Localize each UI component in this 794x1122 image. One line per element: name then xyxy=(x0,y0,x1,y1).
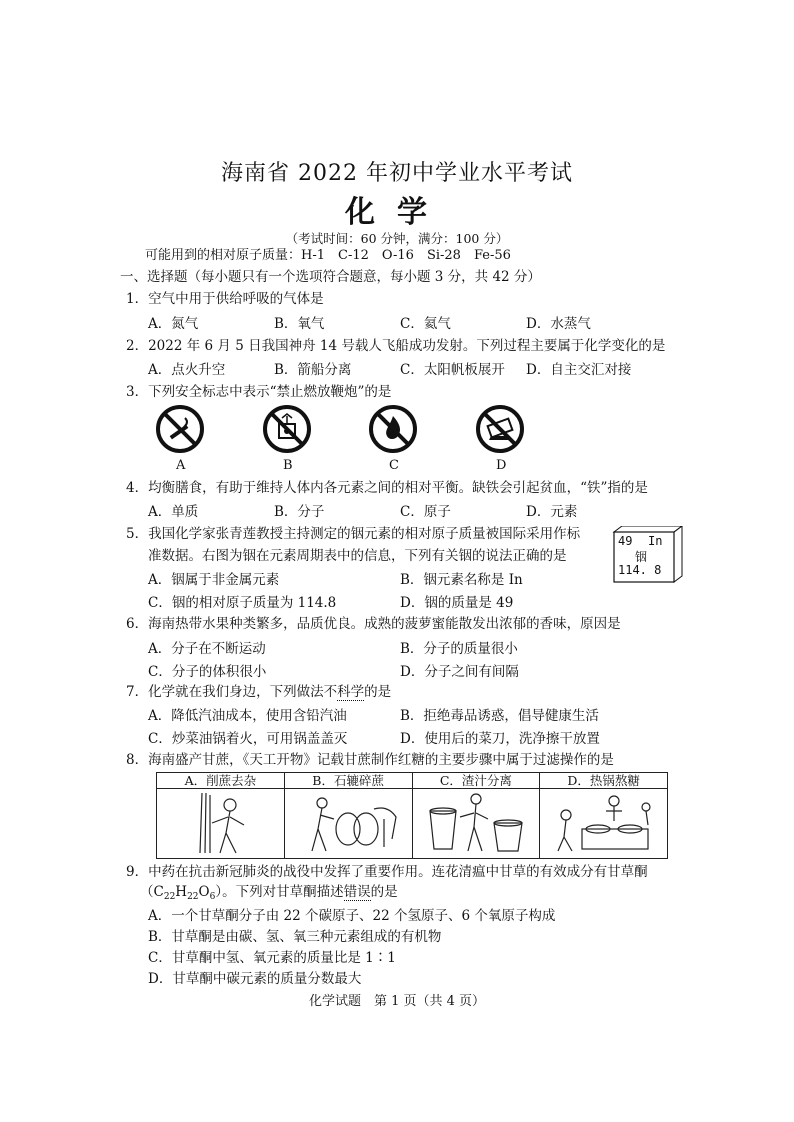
section-heading: 一、选择题（每小题只有一个选项符合题意，每小题 3 分，共 42 分） xyxy=(120,269,541,285)
exam-title: 海南省 2022 年初中学业水平考试 xyxy=(221,161,573,186)
q9-formula-h-count: 22 xyxy=(187,892,199,902)
q6-option-d: D．分子之间有间隔 xyxy=(400,664,519,680)
q5-option-c: C．铟的相对原子质量为 114.8 xyxy=(148,595,337,611)
q3-option-a: A xyxy=(176,458,186,473)
q5-stem-line1: 5．我国化学家张青莲教授主持测定的铟元素的相对原子质量被国际采用作标 xyxy=(126,526,581,542)
q1-stem: 1．空气中用于供给呼吸的气体是 xyxy=(126,291,324,307)
no-open-flame-sign-icon xyxy=(368,404,418,454)
q7-stem xyxy=(126,682,391,702)
q9-option-d: D．甘草酮中碳元素的质量分数最大 xyxy=(148,971,362,987)
q9-formula-open: （C xyxy=(140,884,164,900)
q9-formula-h: H xyxy=(175,884,188,900)
q3-option-d: D xyxy=(496,458,507,473)
q8-cell-a xyxy=(157,773,285,859)
q2-option-a: A．点火升空 xyxy=(148,362,226,378)
q5-option-b: B．铟元素名称是 In xyxy=(400,572,523,588)
q8-option-b: B．石辘碎蔗 xyxy=(285,773,412,789)
q1-option-a: A．氮气 xyxy=(148,316,199,332)
q8-option-d: D．热锅熬糖 xyxy=(540,773,667,789)
page-footer: 化学试题 第 1 页（共 4 页） xyxy=(308,994,486,1009)
q4-stem: 4．均衡膳食，有助于维持人体内各元素之间的相对平衡。缺铁会引起贫血，“铁”指的是 xyxy=(126,480,648,496)
q5-option-a: A．铟属于非金属元素 xyxy=(148,572,280,588)
boiling-sugar-illustration-icon xyxy=(544,789,664,855)
q1-option-d: D．水蒸气 xyxy=(526,316,591,332)
q7-stem-emphasis: 科学 xyxy=(337,684,365,700)
cane-peeling-illustration-icon xyxy=(160,789,280,855)
q7-option-a: A．降低汽油成本，使用含铅汽油 xyxy=(148,708,347,724)
q8-cell-c xyxy=(412,773,540,859)
exam-info: （考试时间：60 分钟，满分：100 分） xyxy=(285,231,509,246)
q4-option-c: C．原子 xyxy=(400,504,451,520)
q8-stem: 8．海南盛产甘蔗，《天工开物》记载甘蔗制作红糖的主要步骤中属于过滤操作的是 xyxy=(126,752,614,768)
q9-option-a: A．一个甘草酮分子由 22 个碳原子、22 个氢原子、6 个氧原子构成 xyxy=(148,908,556,924)
q3-option-b: B xyxy=(283,458,293,473)
q8-cell-b xyxy=(284,773,412,859)
q5-stem-line2: 准数据。右图为铟在元素周期表中的信息，下列有关铟的说法正确的是 xyxy=(148,548,567,564)
q6-option-a: A．分子在不断运动 xyxy=(148,641,266,657)
element-mass: 114. 8 xyxy=(618,563,662,577)
q7-option-b: B．拒绝毒品诱惑，倡导健康生活 xyxy=(400,708,599,724)
q8-option-a: A．削蔗去杂 xyxy=(157,773,284,789)
q9-stem-post: 的是 xyxy=(370,884,398,900)
subject-title: 化学 xyxy=(345,195,449,230)
q9-stem-line1: 9．中药在抗击新冠肺炎的战役中发挥了重要作用。连花清瘟中甘草的有效成分有甘草酮 xyxy=(126,864,648,880)
atomic-masses: 可能用到的相对原子质量：H-1 C-12 O-16 Si-28 Fe-56 xyxy=(145,248,511,263)
q9-option-b: B．甘草酮是由碳、氢、氧三种元素组成的有机物 xyxy=(148,929,442,945)
q2-option-b: B．箭船分离 xyxy=(274,362,352,378)
element-symbol: In xyxy=(648,534,663,548)
q7-option-c: C．炒菜油锅着火，可用锅盖盖灭 xyxy=(148,731,348,747)
q5-option-d: D．铟的质量是 49 xyxy=(400,595,514,611)
stone-roller-illustration-icon xyxy=(288,789,408,855)
juice-separation-illustration-icon xyxy=(416,789,536,855)
element-number: 49 xyxy=(618,534,633,548)
q4-option-a: A．单质 xyxy=(148,504,199,520)
q6-stem: 6．海南热带水果种类繁多，品质优良。成熟的菠萝蜜能散发出浓郁的香味，原因是 xyxy=(126,616,621,632)
no-fireworks-sign-icon xyxy=(262,404,312,454)
q2-stem: 2．2022 年 6 月 5 日我国神舟 14 号载人飞船成功发射。下列过程主要属于化学变化的是 xyxy=(126,338,666,354)
q6-option-c: C．分子的体积很小 xyxy=(148,664,267,680)
q9-option-c: C．甘草酮中氢、氧元素的质量比是 1∶1 xyxy=(148,950,396,966)
element-name: 铟 xyxy=(635,550,648,564)
q9-formula-o-count: 6 xyxy=(209,892,216,902)
q2-option-d: D．自主交汇对接 xyxy=(526,362,632,378)
no-firecracker-sign-icon xyxy=(475,404,525,454)
q1-option-b: B．氧气 xyxy=(274,316,325,332)
q4-option-d: D．元素 xyxy=(526,504,578,520)
q9-formula-o: O xyxy=(198,884,210,900)
no-smoking-sign-icon xyxy=(155,404,205,454)
indium-element-card xyxy=(608,526,662,580)
q8-option-c: C．渣汁分离 xyxy=(413,773,540,789)
q6-option-b: B．分子的质量很小 xyxy=(400,641,518,657)
q3-option-c: C xyxy=(389,458,399,473)
q4-option-b: B．分子 xyxy=(274,504,325,520)
q2-option-c: C．太阳帆板展开 xyxy=(400,362,505,378)
q9-stem-emphasis: 错误 xyxy=(343,884,371,900)
q7-stem-pre: 7．化学就在我们身边，下列做法不 xyxy=(126,684,338,700)
q7-stem-post: 的是 xyxy=(364,684,392,700)
q8-image-table xyxy=(156,772,668,859)
q8-cell-d xyxy=(540,773,668,859)
q3-stem: 3．下列安全标志中表示“禁止燃放鞭炮”的是 xyxy=(126,384,392,400)
q9-stem-pre: ）。下列对甘草酮描述 xyxy=(215,884,344,900)
q1-option-c: C．氦气 xyxy=(400,316,451,332)
q7-option-d: D．使用后的菜刀，洗净擦干放置 xyxy=(400,731,600,747)
q9-formula-c-count: 22 xyxy=(163,892,176,902)
